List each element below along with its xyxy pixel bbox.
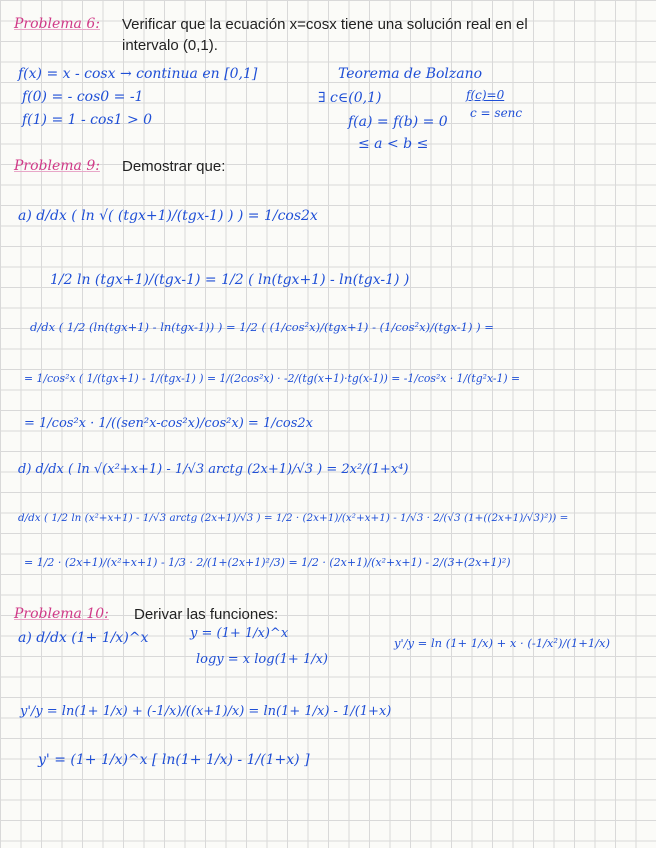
problem-6-heading bbox=[14, 16, 100, 32]
problem-9-number: 9: bbox=[86, 158, 100, 174]
problem-6-work-line: f(1) = 1 - cos1 > 0 bbox=[22, 112, 153, 128]
problem-9-line: d) d/dx ( ln √(x²+x+1) - 1/√3 arctg (2x+1)/√3 ) = 2x²/(1+x⁴) bbox=[18, 462, 409, 477]
problem-6-statement-line1: Verificar que la ecuación x=cosx tiene una solución real en el bbox=[122, 16, 528, 33]
problem-10-heading bbox=[14, 606, 109, 622]
problem-10-line: y = (1+ 1/x)^x bbox=[190, 626, 289, 641]
bolzano-line: ≤ a < b ≤ bbox=[358, 136, 429, 152]
problem-10-line: y' = (1+ 1/x)^x [ ln(1+ 1/x) - 1/(1+x) ] bbox=[38, 752, 310, 768]
problem-9-line: d/dx ( 1/2 ln (x²+x+1) - 1/√3 arctg (2x+1)/√3 ) = 1/2 · (2x+1)/(x²+x+1) - 1/√3 · 2/(√3 (1+((2x+1)/√3)²)) = bbox=[18, 512, 569, 524]
problem-6-work-line: f(0) = - cos0 = -1 bbox=[22, 89, 144, 105]
problem-9-line: = 1/2 · (2x+1)/(x²+x+1) - 1/3 · 2/(1+(2x+1)²/3) = 1/2 · (2x+1)/(x²+x+1) - 2/(3+(2x+1)²) bbox=[24, 556, 511, 569]
problem-10-statement: Derivar las funciones: bbox=[134, 606, 279, 623]
problem-9-line: d/dx ( 1/2 (ln(tgx+1) - ln(tgx-1)) ) = 1/2 ( (1/cos²x)/(tgx+1) - (1/cos²x)/(tgx-1) ) = bbox=[30, 320, 494, 334]
problem-6-work-line: f(x) = x - cosx → continua en [0,1] bbox=[18, 66, 258, 82]
problem-10-line: y'/y = ln(1+ 1/x) + (-1/x)/((x+1)/x) = ln(1+ 1/x) - 1/(1+x) bbox=[20, 704, 392, 719]
bolzano-line: ∃ c∈(0,1) bbox=[318, 90, 382, 106]
problem-9-line: 1/2 ln (tgx+1)/(tgx-1) = 1/2 ( ln(tgx+1) - ln(tgx-1) ) bbox=[50, 272, 410, 288]
bolzano-title: Teorema de Bolzano bbox=[338, 66, 483, 82]
problem-9-heading bbox=[14, 158, 100, 174]
problem-6-statement-line2: intervalo (0,1). bbox=[122, 37, 218, 54]
problem-9-line: a) d/dx ( ln √( (tgx+1)/(tgx-1) ) ) = 1/cos2x bbox=[18, 208, 318, 224]
problem-10-label: Problema bbox=[14, 606, 82, 622]
problem-10-line: a) d/dx (1+ 1/x)^x bbox=[18, 630, 149, 646]
problem-9-line: = 1/cos²x ( 1/(tgx+1) - 1/(tgx-1) ) = 1/(2cos²x) · -2/(tg(x+1)·tg(x-1)) = -1/cos²x · 1/(tg²x-1) = bbox=[24, 372, 521, 385]
problem-10-number: 10: bbox=[86, 606, 109, 622]
problem-10-line: y'/y = ln (1+ 1/x) + x · (-1/x²)/(1+1/x) bbox=[394, 636, 610, 650]
bolzano-line: f(a) = f(b) = 0 bbox=[348, 114, 448, 130]
problem-9-label: Problema bbox=[14, 158, 82, 174]
bolzano-note: c = senc bbox=[470, 106, 523, 120]
problem-10-line: logy = x log(1+ 1/x) bbox=[196, 652, 328, 667]
problem-6-number: 6: bbox=[86, 16, 100, 32]
problem-6-label: Problema bbox=[14, 16, 82, 32]
problem-9-line: = 1/cos²x · 1/((sen²x-cos²x)/cos²x) = 1/cos2x bbox=[24, 416, 313, 431]
problem-9-statement: Demostrar que: bbox=[122, 158, 226, 175]
bolzano-note: f(c)=0 bbox=[466, 88, 505, 102]
